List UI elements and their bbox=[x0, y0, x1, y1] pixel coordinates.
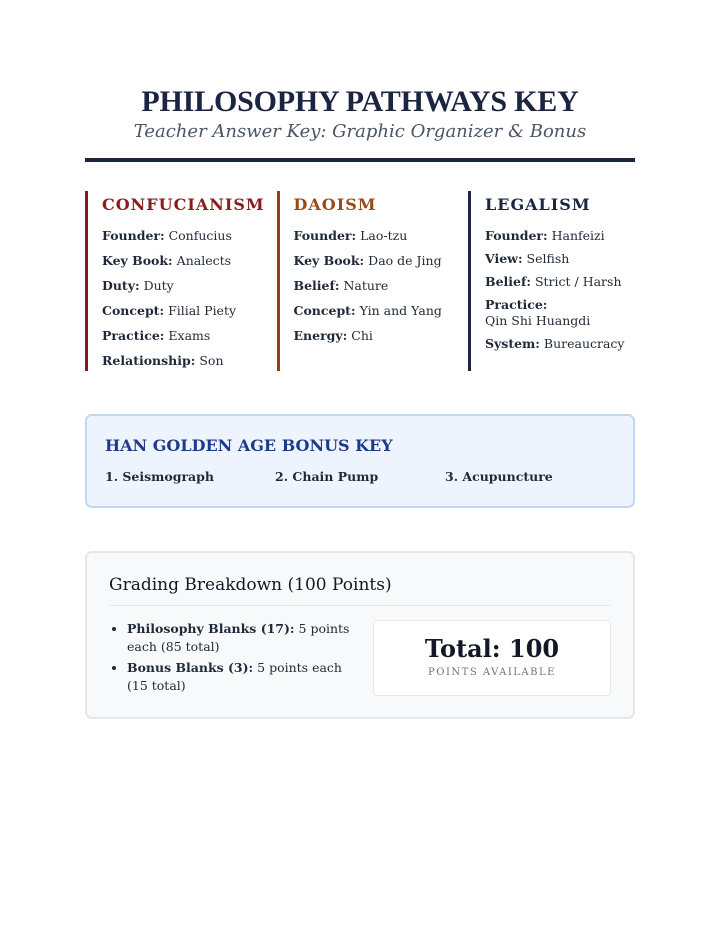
row-value: Bureaucracy bbox=[543, 336, 625, 351]
row-key: Key Book: bbox=[102, 253, 173, 268]
page-subtitle: Teacher Answer Key: Graphic Organizer & Bonus bbox=[133, 121, 587, 142]
column-row bbox=[102, 228, 252, 244]
row-value: Nature bbox=[343, 278, 389, 293]
column-row bbox=[294, 228, 444, 244]
row-key: View: bbox=[485, 251, 523, 266]
column-row bbox=[102, 303, 252, 319]
confucianism-column bbox=[85, 191, 265, 371]
total-value: Total: 100 bbox=[424, 634, 560, 663]
grading-heading: Grading Breakdown (100 Points) bbox=[109, 575, 611, 606]
bonus-item: 2. Chain Pump bbox=[275, 469, 379, 484]
column-row bbox=[102, 328, 252, 344]
daoism-column bbox=[277, 191, 444, 371]
column-heading: LEGALISM bbox=[485, 195, 591, 214]
grading-item bbox=[127, 659, 362, 695]
row-value: Lao-tzu bbox=[360, 228, 408, 243]
header-divider bbox=[85, 158, 635, 162]
row-value: Strict / Harsh bbox=[534, 274, 622, 289]
grading-item-key: Bonus Blanks (3): bbox=[127, 660, 254, 675]
grading-item bbox=[127, 620, 362, 656]
grading-body bbox=[109, 620, 611, 698]
row-value: Confucius bbox=[168, 228, 232, 243]
row-key: System: bbox=[485, 336, 540, 351]
column-row bbox=[294, 328, 444, 344]
bonus-key-panel bbox=[85, 414, 635, 508]
grading-item-value: 5 points each (85 total) bbox=[127, 621, 350, 654]
column-row bbox=[294, 253, 444, 269]
row-value: Exams bbox=[168, 328, 211, 343]
row-value: Duty bbox=[143, 278, 174, 293]
grading-item-key: Philosophy Blanks (17): bbox=[127, 621, 295, 636]
column-heading: DAOISM bbox=[293, 195, 377, 214]
row-value: Qin Shi Huangdi bbox=[485, 313, 591, 328]
grading-breakdown-panel bbox=[85, 551, 635, 719]
row-key: Belief: bbox=[293, 278, 340, 293]
row-key: Concept: bbox=[293, 303, 356, 318]
row-key: Founder: bbox=[102, 228, 165, 243]
row-value: Filial Piety bbox=[168, 303, 237, 318]
grading-list bbox=[109, 620, 362, 698]
column-row bbox=[485, 297, 635, 329]
row-value: Son bbox=[199, 353, 224, 368]
row-value: Yin and Yang bbox=[359, 303, 442, 318]
row-key: Duty: bbox=[102, 278, 140, 293]
row-key: Key Book: bbox=[293, 253, 365, 268]
page-title: PHILOSOPHY PATHWAYS KEY bbox=[141, 85, 579, 118]
total-caption: POINTS AVAILABLE bbox=[428, 667, 556, 678]
row-value: Selfish bbox=[526, 251, 570, 266]
column-row bbox=[294, 303, 444, 319]
legalism-column bbox=[468, 191, 635, 371]
row-key: Practice: bbox=[485, 297, 548, 312]
column-row bbox=[485, 274, 635, 290]
bonus-item: 1. Seismograph bbox=[105, 469, 214, 484]
row-key: Founder: bbox=[485, 228, 548, 243]
bonus-item: 3. Acupuncture bbox=[445, 469, 553, 484]
total-box bbox=[373, 620, 611, 696]
row-value: Chi bbox=[351, 328, 373, 343]
grading-item-value: 5 points each (15 total) bbox=[127, 660, 342, 693]
row-value: Hanfeizi bbox=[551, 228, 605, 243]
bonus-items bbox=[105, 469, 615, 484]
column-row bbox=[485, 228, 635, 244]
bonus-heading: HAN GOLDEN AGE BONUS KEY bbox=[105, 436, 393, 455]
column-row bbox=[485, 251, 635, 267]
row-value: Dao de Jing bbox=[368, 253, 442, 268]
row-key: Relationship: bbox=[102, 353, 196, 368]
column-row bbox=[102, 353, 252, 369]
row-key: Belief: bbox=[485, 274, 531, 289]
answer-key-page bbox=[85, 0, 635, 719]
row-key: Founder: bbox=[293, 228, 357, 243]
row-key: Energy: bbox=[293, 328, 348, 343]
column-heading: CONFUCIANISM bbox=[102, 195, 265, 214]
row-key: Concept: bbox=[102, 303, 165, 318]
column-row bbox=[102, 253, 252, 269]
column-row bbox=[485, 336, 635, 352]
column-row bbox=[102, 278, 252, 294]
row-value: Analects bbox=[176, 253, 232, 268]
column-row bbox=[294, 278, 444, 294]
row-key: Practice: bbox=[102, 328, 165, 343]
philosophy-columns bbox=[85, 191, 635, 371]
